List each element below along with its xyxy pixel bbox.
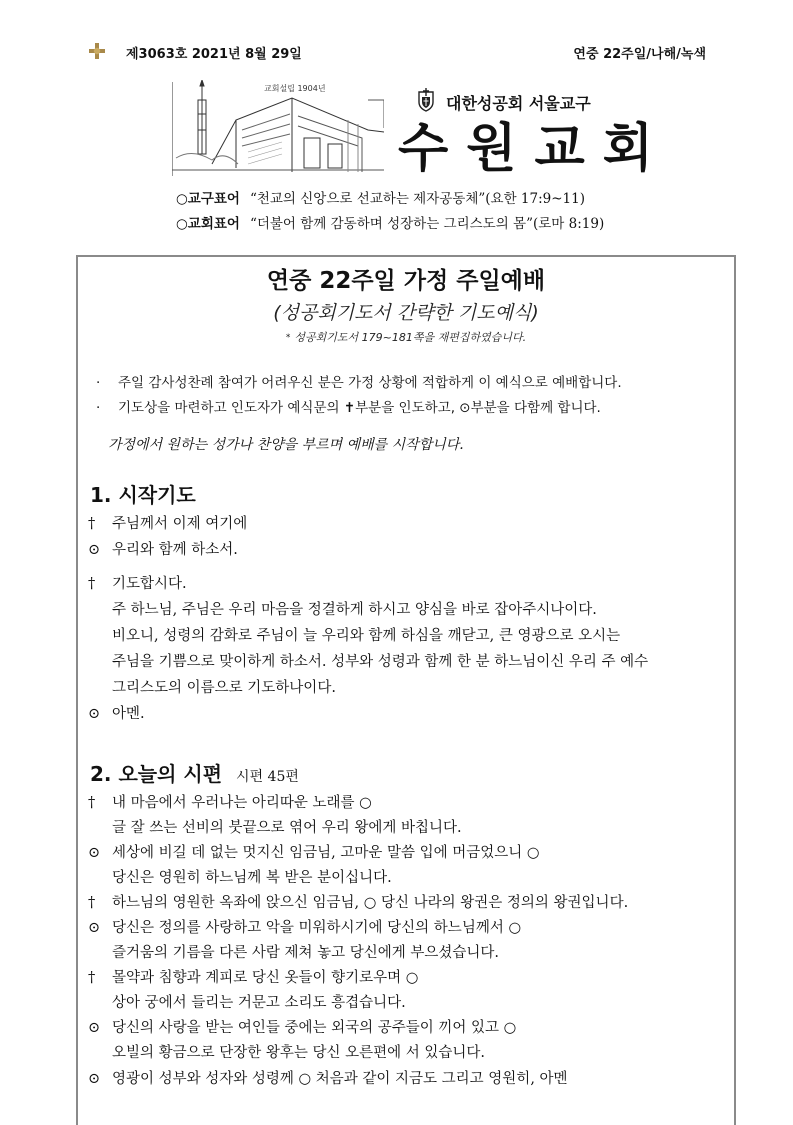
line-text: 상아 궁에서 들리는 거문고 소리도 흥겹습니다.: [112, 995, 406, 1011]
church-motto: [176, 214, 604, 234]
psalm-line: [88, 915, 521, 941]
liturgy-line: [88, 537, 238, 563]
issue-date: 제3063호 2021년 8월 29일: [126, 47, 302, 62]
role-mark: ⊙: [88, 1020, 101, 1036]
psalm-line: [112, 990, 406, 1016]
liturgy-line: [88, 701, 145, 727]
celtic-cross-icon: [88, 42, 106, 60]
note-asterisk: *: [285, 333, 291, 343]
section-heading-psalm: [90, 758, 299, 787]
liturgy-line: [112, 675, 336, 701]
psalm-line: [88, 1015, 516, 1041]
motto-label: ○교회표어: [176, 216, 240, 232]
line-text: 오빌의 황금으로 단장한 왕후는 당신 오른편에 서 있습니다.: [112, 1045, 486, 1061]
section-title: 2. 오늘의 시편: [90, 762, 223, 786]
role-mark: †: [88, 576, 96, 592]
diocese-seal-icon: [416, 88, 436, 112]
service-note: [78, 329, 734, 345]
line-text: 기도합시다.: [112, 576, 187, 592]
psalm-line: [88, 965, 418, 991]
role-mark: †: [88, 970, 96, 986]
service-intro: 가정에서 원하는 성가나 찬양을 부르며 예배를 시작합니다.: [108, 437, 464, 453]
motto-text: “더불어 함께 감동하며 성장하는 그리스도의 몸”(로마 8:19): [249, 216, 605, 232]
liturgy-line: [112, 597, 597, 623]
psalm-line: [88, 790, 372, 816]
bullet-text: 기도상을 마련하고 인도자가 예식문의 ✝부분을 인도하고, ⊙부분을 다함께 합니다.: [118, 400, 601, 416]
psalm-line: [112, 1040, 485, 1066]
line-text: 주 하느님, 주님은 우리 마음을 정결하게 하시고 양심을 바로 잡아주시나이다.: [112, 602, 597, 618]
liturgy-line: [112, 649, 648, 675]
note-text: 성공회기도서 179~181쪽을 재편집하였습니다.: [294, 331, 527, 344]
diocese-motto: [176, 189, 585, 209]
line-text: 우리와 함께 하소서.: [112, 542, 238, 558]
service-subtitle: (성공회기도서 간략한 기도예식): [273, 302, 539, 324]
role-mark: ⊙: [88, 1071, 101, 1087]
line-text: 비오니, 성령의 감화로 주님이 늘 우리와 함께 하심을 깨닫고, 큰 영광으로 오시는: [112, 628, 621, 644]
church-sketch-image: [172, 80, 384, 176]
line-text: 당신은 정의를 사랑하고 악을 미워하시기에 당신의 하느님께서 ○: [112, 920, 522, 936]
psalm-line: [112, 815, 462, 841]
section-heading-opening-prayer: [90, 479, 196, 508]
line-text: 하느님의 영원한 옥좌에 앉으신 임금님, ○ 당신 나라의 왕권은 정의의 왕권입니다.: [112, 895, 629, 911]
instruction-bullet: [96, 396, 601, 416]
psalm-reference: 시편 45편: [236, 769, 299, 785]
line-text: 세상에 비길 데 없는 멋지신 임금님, 고마운 말씀 입에 머금었으니 ○: [112, 845, 540, 861]
line-text: 영광이 성부와 성자와 성령께 ○ 처음과 같이 지금도 그리고 영원히, 아멘: [112, 1071, 568, 1087]
line-text: 내 마음에서 우러나는 아리따운 노래를 ○: [112, 795, 372, 811]
bullet-dot: ·: [96, 375, 101, 391]
role-mark: ⊙: [88, 542, 101, 558]
church-name-title: 수원교회: [398, 118, 671, 179]
role-mark: †: [88, 516, 96, 532]
psalm-line: [88, 1066, 568, 1092]
service-title: 연중 22주일 가정 주일예배: [266, 268, 546, 294]
line-text: 당신의 사랑을 받는 여인들 중에는 외국의 공주들이 끼어 있고 ○: [112, 1020, 517, 1036]
line-text: 주님께서 이제 여기에: [112, 516, 248, 532]
liturgy-line: [88, 511, 247, 537]
role-mark: ⊙: [88, 845, 101, 861]
section-title: 1. 시작기도: [90, 483, 196, 507]
line-text: 당신은 영원히 하느님께 복 받은 분이십니다.: [112, 870, 392, 886]
line-text: 아멘.: [112, 706, 145, 722]
psalm-line: [112, 940, 499, 966]
psalm-line: [112, 865, 392, 891]
bullet-text: 주일 감사성찬례 참여가 어려우신 분은 가정 상황에 적합하게 이 예식으로 예배합니다.: [118, 375, 622, 391]
psalm-line: [88, 890, 628, 916]
sketch-caption: 교회설립 1904년: [264, 84, 326, 93]
liturgy-line: [112, 623, 620, 649]
role-mark: †: [88, 895, 96, 911]
line-text: 글 잘 쓰는 선비의 붓끝으로 엮어 우리 왕에게 바칩니다.: [112, 820, 462, 836]
line-text: 그리스도의 이름으로 기도하나이다.: [112, 680, 336, 696]
bullet-dot: ·: [96, 400, 101, 416]
liturgical-week: 연중 22주일/나해/녹색: [573, 47, 706, 62]
motto-text: “천교의 신앙으로 선교하는 제자공동체”(요한 17:9~11): [249, 191, 585, 207]
line-text: 즐거움의 기름을 다른 사람 제쳐 놓고 당신에게 부으셨습니다.: [112, 945, 500, 961]
liturgy-line: [88, 571, 187, 597]
line-text: 몰약과 침향과 계피로 당신 옷들이 향기로우며 ○: [112, 970, 419, 986]
role-mark: ⊙: [88, 706, 101, 722]
role-mark: ⊙: [88, 920, 101, 936]
instruction-bullet: [96, 371, 622, 391]
psalm-line: [88, 840, 540, 866]
motto-label: ○교구표어: [176, 191, 240, 207]
diocese-name: 대한성공회 서울교구: [446, 94, 591, 113]
masthead-line: [88, 42, 706, 64]
role-mark: †: [88, 795, 96, 811]
line-text: 주님을 기쁨으로 맞이하게 하소서. 성부와 성령과 함께 한 분 하느님이신 우리 주 예수: [112, 654, 649, 670]
